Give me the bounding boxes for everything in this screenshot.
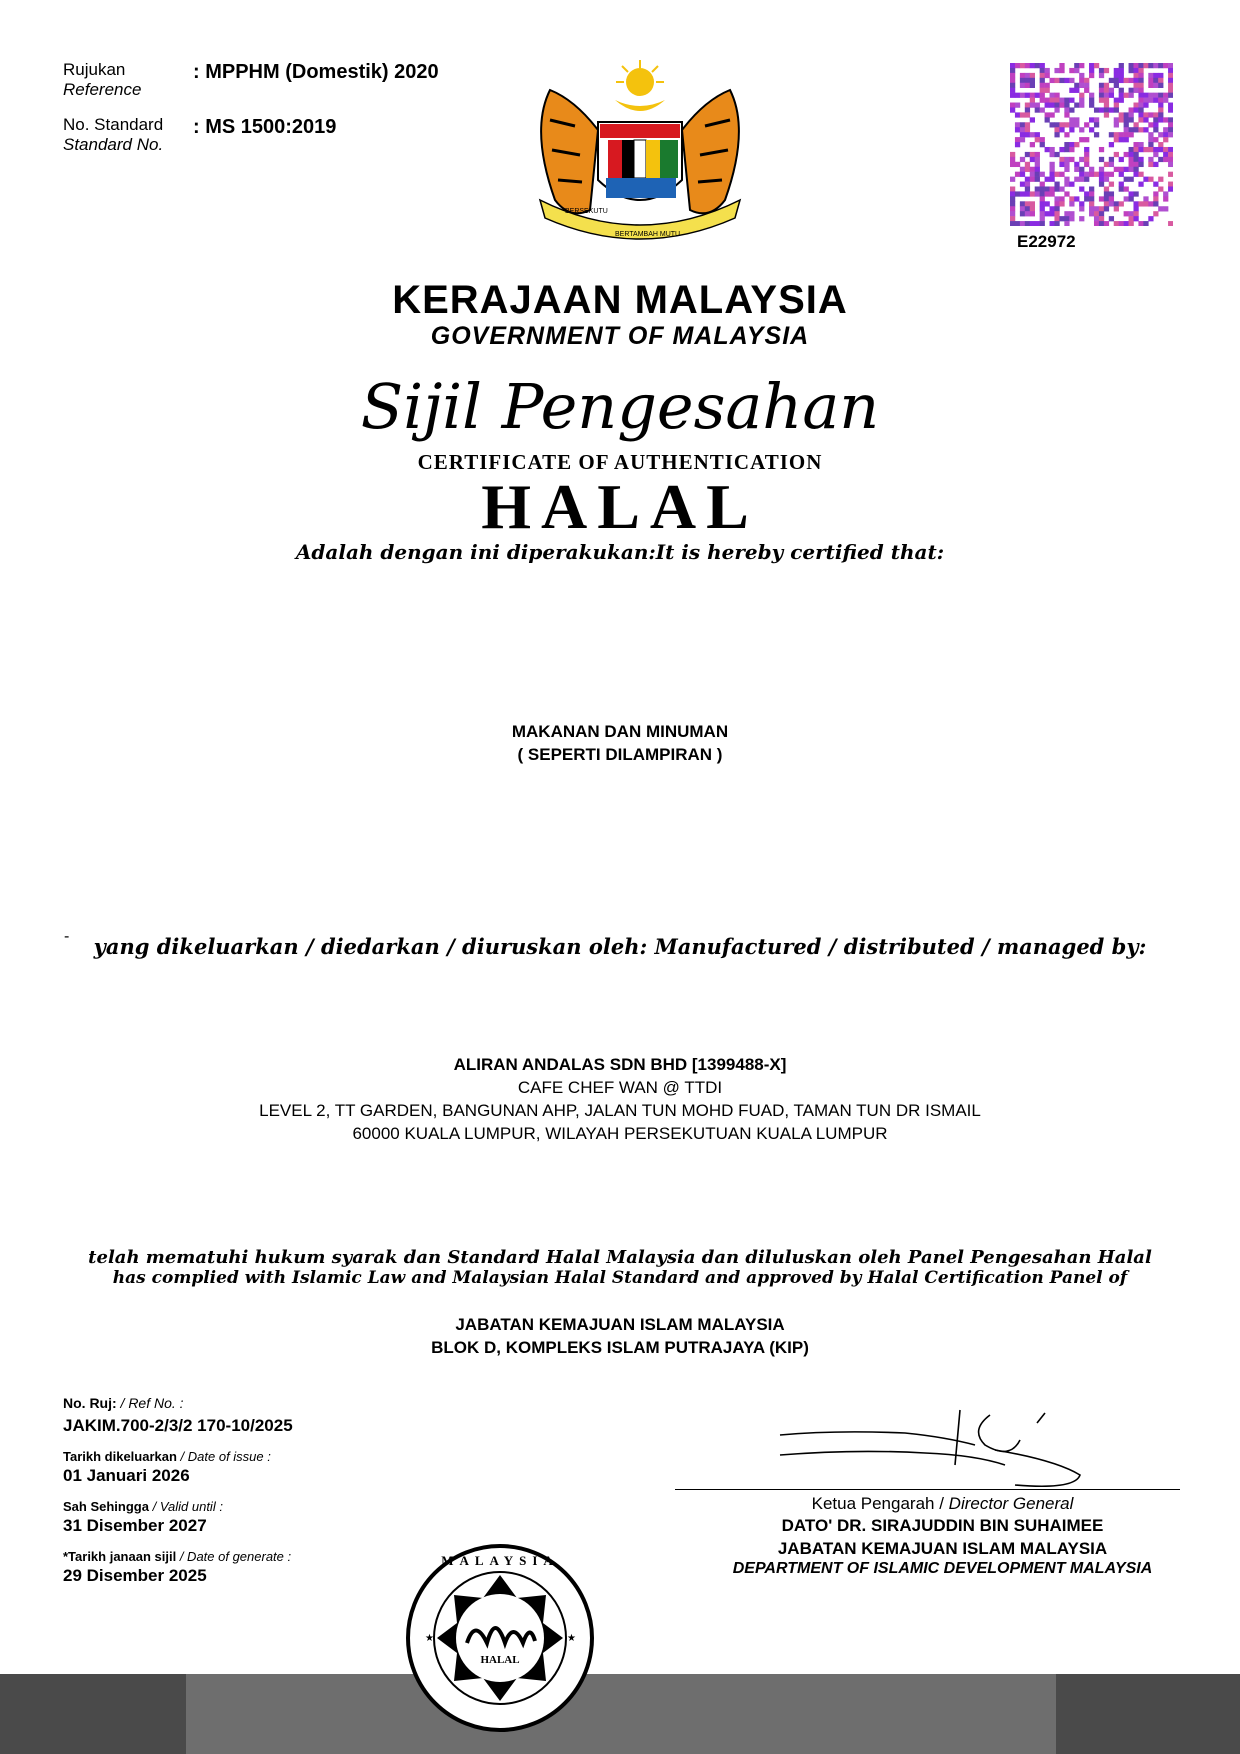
authority-line-1: JABATAN KEMAJUAN ISLAM MALAYSIA — [455, 1315, 785, 1334]
issue-date-value: 01 Januari 2026 — [63, 1466, 190, 1485]
reference-label-ms: Rujukan — [63, 60, 126, 79]
motto-left-text: BERSEKUTU — [565, 208, 608, 215]
manufactured-text: yang dikeluarkan / diedarkan / diuruskan oleh: Manufactured / distributed / managed by: — [93, 934, 1147, 959]
halal-logo-center-text: HALAL — [480, 1654, 520, 1666]
signature-icon — [775, 1405, 1095, 1505]
company-address-1: LEVEL 2, TT GARDEN, BANGUNAN AHP, JALAN TUN MOHD FUAD, TAMAN TUN DR ISMAIL — [259, 1101, 981, 1120]
issue-date-label — [63, 1449, 271, 1465]
star-left-icon: ★ — [425, 1633, 434, 1644]
company-address-2: 60000 KUALA LUMPUR, WILAYAH PERSEKUTUAN KUALA LUMPUR — [352, 1124, 888, 1143]
footer-bar-right — [1056, 1674, 1240, 1754]
government-title-ms: KERAJAAN MALAYSIA — [392, 278, 848, 322]
standard-value: : MS 1500:2019 — [193, 116, 337, 138]
standard-label-ms: No. Standard — [63, 115, 164, 134]
authority-line-2: BLOK D, KOMPLEKS ISLAM PUTRAJAYA (KIP) — [431, 1338, 809, 1357]
valid-until-value: 31 Disember 2027 — [63, 1516, 207, 1535]
company-name: ALIRAN ANDALAS SDN BHD [1399488-X] — [453, 1055, 787, 1074]
signatory-title-en: Director General — [948, 1494, 1074, 1513]
halal-logo-icon — [405, 1543, 595, 1733]
reference-label-en: Reference — [63, 80, 142, 99]
footer-bar-middle — [186, 1674, 1056, 1754]
ref-no-label-en: / Ref No. : — [120, 1395, 184, 1411]
signatory-dept-en: DEPARTMENT OF ISLAMIC DEVELOPMENT MALAYSIA — [732, 1560, 1153, 1577]
reference-value: : MPPHM (Domestik) 2020 — [193, 61, 439, 83]
motto-bottom-text: BERTAMBAH MUTU — [615, 231, 681, 238]
halal-title: HALAL — [481, 471, 759, 542]
generate-date-value: 29 Disember 2025 — [63, 1566, 207, 1585]
standard-label — [63, 115, 163, 155]
valid-until-label-ms: Sah Sehingga — [63, 1499, 149, 1514]
signatory-title — [675, 1494, 1210, 1514]
complied-text-en: has complied with Islamic Law and Malaysian Halal Standard and approved by Halal Certification Panel of — [112, 1268, 1128, 1288]
dash-mark: - — [64, 928, 70, 945]
star-right-icon: ★ — [567, 1633, 576, 1644]
signatory-dept-ms: JABATAN KEMAJUAN ISLAM MALAYSIA — [777, 1539, 1108, 1558]
certificate-title-en: CERTIFICATE OF AUTHENTICATION — [417, 450, 823, 474]
generate-date-label — [63, 1549, 291, 1565]
product-line-1: MAKANAN DAN MINUMAN — [511, 722, 729, 741]
certificate-title-ms: Sijil Pengesahan — [360, 370, 880, 443]
footer-bar-left — [0, 1674, 186, 1754]
valid-until-label — [63, 1499, 223, 1515]
issue-date-label-en: / Date of issue : — [180, 1449, 271, 1464]
signature-line — [675, 1489, 1180, 1490]
qr-code-id: E22972 — [1017, 232, 1076, 251]
product-line-2: ( SEPERTI DILAMPIRAN ) — [517, 745, 723, 764]
ref-no-value: JAKIM.700-2/3/2 170-10/2025 — [63, 1416, 293, 1435]
coat-of-arms-icon — [520, 60, 760, 250]
ref-no-label — [63, 1395, 184, 1411]
valid-until-label-en: / Valid until : — [152, 1499, 223, 1514]
government-title-en: GOVERNMENT OF MALAYSIA — [430, 322, 810, 350]
signatory-title-ms: Ketua Pengarah / — [811, 1494, 944, 1513]
company-branch: CAFE CHEF WAN @ TTDI — [517, 1078, 723, 1097]
halal-logo-ring-text: MALAYSIA — [441, 1553, 559, 1568]
ref-no-label-ms: No. Ruj: — [63, 1395, 117, 1411]
generate-date-label-en: / Date of generate : — [179, 1549, 292, 1564]
standard-label-en: Standard No. — [63, 135, 164, 154]
qr-code-icon — [1010, 63, 1173, 226]
issue-date-label-ms: Tarikh dikeluarkan — [63, 1449, 177, 1464]
certified-text: Adalah dengan ini diperakukan:It is hereby certified that: — [295, 540, 945, 564]
reference-label — [63, 60, 141, 100]
complied-text-ms: telah mematuhi hukum syarak dan Standard Halal Malaysia dan diluluskan oleh Panel Pengesahan Halal — [88, 1247, 1152, 1268]
signatory-name: DATO' DR. SIRAJUDDIN BIN SUHAIMEE — [781, 1516, 1104, 1535]
generate-date-label-ms: *Tarikh janaan sijil — [63, 1549, 177, 1564]
